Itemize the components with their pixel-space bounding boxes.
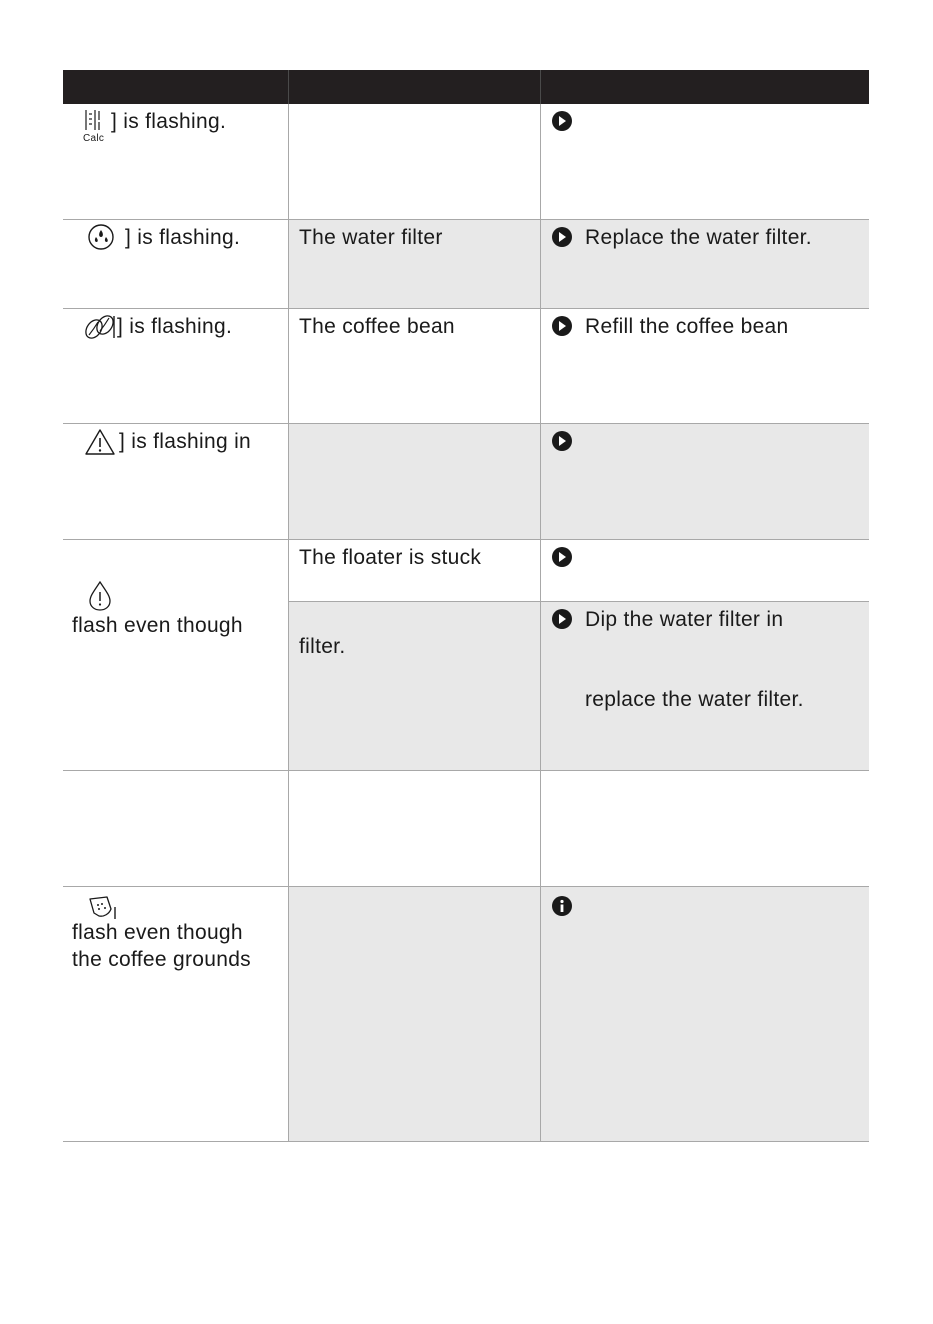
table-row: [63, 424, 869, 540]
calc-label: Calc: [83, 133, 105, 142]
water-drop-icon: [86, 580, 116, 612]
sub-row: [289, 540, 869, 602]
table-row: [63, 540, 869, 771]
cause-cell: [289, 309, 541, 423]
cause-text: The floater is stuck: [299, 546, 482, 569]
solution-cell: [541, 104, 869, 219]
solution-cell: [541, 540, 869, 601]
solution-text-line1: Dip the water filter in: [585, 608, 784, 631]
cause-cell: [289, 220, 541, 308]
arrow-bullet-icon: [551, 546, 573, 568]
solution-cell: [541, 309, 869, 423]
problem-text: ] is flashing.: [125, 226, 241, 249]
cause-cell: [289, 540, 541, 601]
table-row: [63, 887, 869, 1142]
cause-cell: [289, 602, 541, 770]
cause-cell: [289, 771, 541, 886]
table-row: [63, 104, 869, 220]
solution-cell: [541, 771, 869, 886]
table-header: [63, 70, 869, 104]
header-cell-cause: [289, 70, 541, 104]
problem-text: ] is flashing.: [111, 110, 227, 133]
table-row: [63, 771, 869, 887]
problem-text: ] is flashing in: [119, 430, 252, 453]
solution-cell: [541, 602, 869, 770]
solution-cell: [541, 424, 869, 539]
solution-text-line2: replace the water filter.: [585, 688, 804, 711]
table-row: [63, 309, 869, 424]
water-filter-icon: [87, 222, 119, 252]
solution-text: Refill the coffee bean: [585, 315, 789, 338]
cause-cell: [289, 424, 541, 539]
cause-text: filter.: [299, 635, 346, 658]
calc-icon: [83, 108, 111, 142]
problem-text-line2: the coffee grounds: [72, 948, 251, 971]
problem-text: ] is flashing.: [117, 315, 233, 338]
sub-row: [289, 602, 869, 770]
table-row: [63, 220, 869, 309]
solution-cell: [541, 220, 869, 308]
cause-cell: [289, 104, 541, 219]
grounds-container-icon: [87, 893, 119, 919]
problem-text: flash even though: [72, 614, 243, 637]
problem-text-line1: flash even though: [72, 921, 243, 944]
warning-icon: [85, 428, 119, 456]
solution-cell: [541, 887, 869, 1141]
arrow-bullet-icon: [551, 226, 573, 248]
arrow-bullet-icon: [551, 430, 573, 452]
arrow-bullet-icon: [551, 315, 573, 337]
header-cell-problem: [63, 70, 289, 104]
info-icon: [551, 895, 573, 917]
header-cell-solution: [541, 70, 869, 104]
cause-text: The coffee bean: [299, 315, 455, 338]
arrow-bullet-icon: [551, 110, 573, 132]
arrow-bullet-icon: [551, 608, 573, 630]
troubleshooting-table: [63, 70, 869, 1142]
coffee-bean-icon: [83, 313, 117, 341]
cause-text: The water filter: [299, 226, 443, 249]
solution-text: Replace the water filter.: [585, 226, 812, 249]
cause-cell: [289, 887, 541, 1141]
